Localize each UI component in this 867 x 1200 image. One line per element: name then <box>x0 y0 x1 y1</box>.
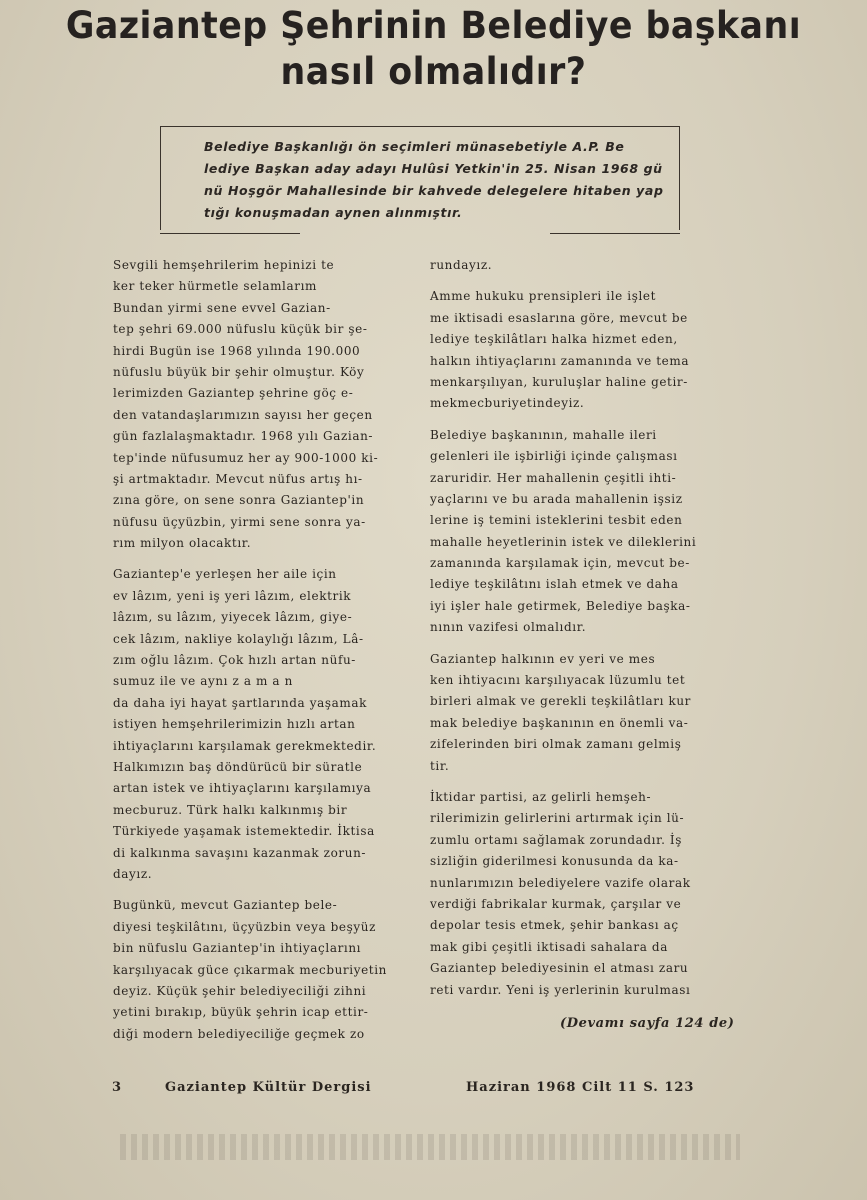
continued-note: (Devamı sayfa 124 de) <box>560 1016 735 1031</box>
text-line: gün fazlalaşmaktadır. 1968 yılı Gazian- <box>113 429 374 444</box>
text-line: yetini bırakıp, büyük şehrin icap ettir- <box>113 1005 369 1020</box>
text-line: verdiği fabrikalar kurmak, çarşılar ve <box>430 896 682 911</box>
paragraph-gap <box>430 639 774 649</box>
text-line: Bundan yirmi sene evvel Gazian- <box>113 300 331 315</box>
text-line: iyi işler hale getirmek, Belediye başka- <box>430 598 691 613</box>
text-line: deyiz. Küçük şehir belediyeciliği zihni <box>113 983 367 998</box>
text-line: sumuz ile ve aynı z a m a n <box>113 674 293 689</box>
text-line: halkın ihtiyaçlarını zamanında ve tema <box>430 353 690 368</box>
text-line: mak gibi çeşitli iktisadi sahalara da <box>430 939 668 954</box>
article-paragraph <box>430 787 774 1001</box>
intro-rule-bottom-left <box>160 233 300 234</box>
text-line: lerine iş temini isteklerini tesbit eden <box>430 513 683 528</box>
text-line: tep şehri 69.000 nüfuslu küçük bir şe- <box>113 322 368 337</box>
article-paragraph <box>113 895 413 1045</box>
text-line: nüfuslu büyük bir şehir olmuştur. Köy <box>113 364 365 379</box>
text-line: gelenleri ile işbirliği içinde çalışması <box>430 449 678 464</box>
text-line: da daha iyi hayat şartlarında yaşamak <box>113 695 367 710</box>
text-line: rundayız. <box>430 258 493 272</box>
text-line: mecburuz. Türk halkı kalkınmış bir <box>113 802 348 817</box>
paragraph-gap <box>113 554 413 564</box>
text-line: lerimizden Gaziantep şehrine göç e- <box>113 386 354 401</box>
article-paragraph <box>113 564 413 885</box>
article-right-column <box>430 255 774 1001</box>
headline-line-2: nasıl olmalıdır? <box>280 50 587 93</box>
text-line: zım oğlu lâzım. Çok hızlı artan nüfu- <box>113 653 356 668</box>
text-line: diği modern belediyeciliğe geçmek zo <box>113 1026 365 1041</box>
text-line: lâzım, su lâzım, yiyecek lâzım, giye- <box>113 610 353 625</box>
text-line: ihtiyaçlarını karşılamak gerekmektedir. <box>113 738 377 753</box>
text-line: Amme hukuku prensipleri ile işlet <box>430 289 657 304</box>
text-line: İktidar partisi, az gelirli hemşeh- <box>430 789 652 804</box>
show-through-texture <box>120 1134 740 1160</box>
text-line: tep'inde nüfusumuz her ay 900-1000 ki- <box>113 450 379 465</box>
text-line: Halkımızın baş döndürücü bir süratle <box>113 759 363 774</box>
text-line: di kalkınma savaşını kazanmak zorun- <box>113 845 367 860</box>
article-paragraph <box>430 649 774 777</box>
footer-page-number: 3 <box>112 1080 123 1095</box>
intro-line: nü Hoşgör Mahallesinde bir kahvede delegelere hitaben yap <box>204 183 664 198</box>
text-line: Belediye başkanının, mahalle ileri <box>430 427 657 442</box>
paragraph-gap <box>430 415 774 425</box>
text-line: ev lâzım, yeni iş yeri lâzım, elektrik <box>113 588 352 603</box>
text-line: Sevgili hemşehrilerim hepinizi te <box>113 258 335 272</box>
text-line: Gaziantep halkının ev yeri ve mes <box>430 651 656 666</box>
text-line: nunlarımızın belediyelere vazife olarak <box>430 875 691 890</box>
text-line: şi artmaktadır. Mevcut nüfus artış hı- <box>113 471 363 486</box>
intro-rule-bottom-right <box>550 233 680 234</box>
text-line: mekmecburiyetindeyiz. <box>430 396 585 411</box>
footer-issue-info: Haziran 1968 Cilt 11 S. 123 <box>466 1080 695 1095</box>
text-line: lediye teşkilâtını islah etmek ve daha <box>430 577 679 592</box>
text-line: depolar tesis etmek, şehir bankası aç <box>430 918 679 933</box>
article-paragraph <box>113 255 413 554</box>
text-line: lediye teşkilâtları halka hizmet eden, <box>430 332 678 347</box>
text-line: sizliğin giderilmesi konusunda da ka- <box>430 854 679 869</box>
text-line: birleri almak ve gerekli teşkilâtları kur <box>430 694 691 709</box>
text-line: ker teker hürmetle selamlarım <box>113 279 317 294</box>
article-left-column <box>113 255 413 1045</box>
intro-rule-top <box>160 126 680 127</box>
text-line: nüfusu üçyüzbin, yirmi sene sonra ya- <box>113 514 366 529</box>
text-line: hirdi Bugün ise 1968 yılında 190.000 <box>113 343 361 358</box>
paragraph-gap <box>430 777 774 787</box>
text-line: rilerimizin gelirlerini artırmak için lü- <box>430 811 685 826</box>
text-line: mahalle heyetlerinin istek ve dileklerini <box>430 534 697 549</box>
text-line: yaçlarını ve bu arada mahallenin işsiz <box>430 491 683 506</box>
intro-text <box>204 136 664 224</box>
text-line: zaruridir. Her mahallenin çeşitli ihti- <box>430 470 677 485</box>
text-line: rım milyon olacaktır. <box>113 536 252 551</box>
text-line: istiyen hemşehrilerimizin hızlı artan <box>113 717 356 732</box>
text-line: dayız. <box>113 866 153 881</box>
article-paragraph <box>430 255 774 276</box>
text-line: Bugünkü, mevcut Gaziantep bele- <box>113 898 338 913</box>
intro-rule-right <box>679 126 680 230</box>
intro-line: tığı konuşmadan aynen alınmıştır. <box>204 205 463 220</box>
text-line: me iktisadi esaslarına göre, mevcut be <box>430 310 688 325</box>
text-line: karşılıyacak güce çıkarmak mecburiyetin <box>113 962 387 977</box>
intro-rule-left <box>160 126 161 230</box>
text-line: bin nüfuslu Gaziantep'in ihtiyaçlarını <box>113 941 362 956</box>
text-line: tir. <box>430 758 450 773</box>
footer-magazine-title: Gaziantep Kültür Dergisi <box>165 1080 372 1095</box>
text-line: Türkiyede yaşamak istemektedir. İktisa <box>113 824 375 839</box>
intro-line: lediye Başkan aday adayı Hulûsi Yetkin'in 25. Nisan 1968 gü <box>204 161 663 176</box>
text-line: zamanında karşılamak için, mevcut be- <box>430 556 690 571</box>
text-line: nının vazifesi olmalıdır. <box>430 620 587 635</box>
intro-box <box>160 126 680 234</box>
article-paragraph <box>430 425 774 639</box>
text-line: zına göre, on sene sonra Gaziantep'in <box>113 493 365 508</box>
text-line: menkarşılıyan, kuruluşlar haline getir- <box>430 374 688 389</box>
text-line: reti vardır. Yeni iş yerlerinin kurulması <box>430 982 691 997</box>
paragraph-gap <box>430 276 774 286</box>
text-line: Gaziantep belediyesinin el atması zaru <box>430 961 689 976</box>
headline-line-1: Gaziantep Şehrinin Belediye başkanı <box>65 4 802 47</box>
text-line: ken ihtiyacını karşılıyacak lüzumlu tet <box>430 673 686 688</box>
text-line: zumlu ortamı sağlamak zorundadır. İş <box>430 832 683 847</box>
text-line: mak belediye başkanının en önemli va- <box>430 715 689 730</box>
text-line: diyesi teşkilâtını, üçyüzbin veya beşyüz <box>113 919 376 934</box>
text-line: den vatandaşlarımızın sayısı her geçen <box>113 407 373 422</box>
paragraph-gap <box>113 885 413 895</box>
intro-line: Belediye Başkanlığı ön seçimleri münasebetiyle A.P. Be <box>204 139 625 154</box>
text-line: artan istek ve ihtiyaçlarını karşılamıya <box>113 781 372 796</box>
text-line: Gaziantep'e yerleşen her aile için <box>113 567 337 582</box>
text-line: cek lâzım, nakliye kolaylığı lâzım, Lâ- <box>113 631 364 646</box>
text-line: zifelerinden biri olmak zamanı gelmiş <box>430 737 682 752</box>
article-paragraph <box>430 286 774 414</box>
